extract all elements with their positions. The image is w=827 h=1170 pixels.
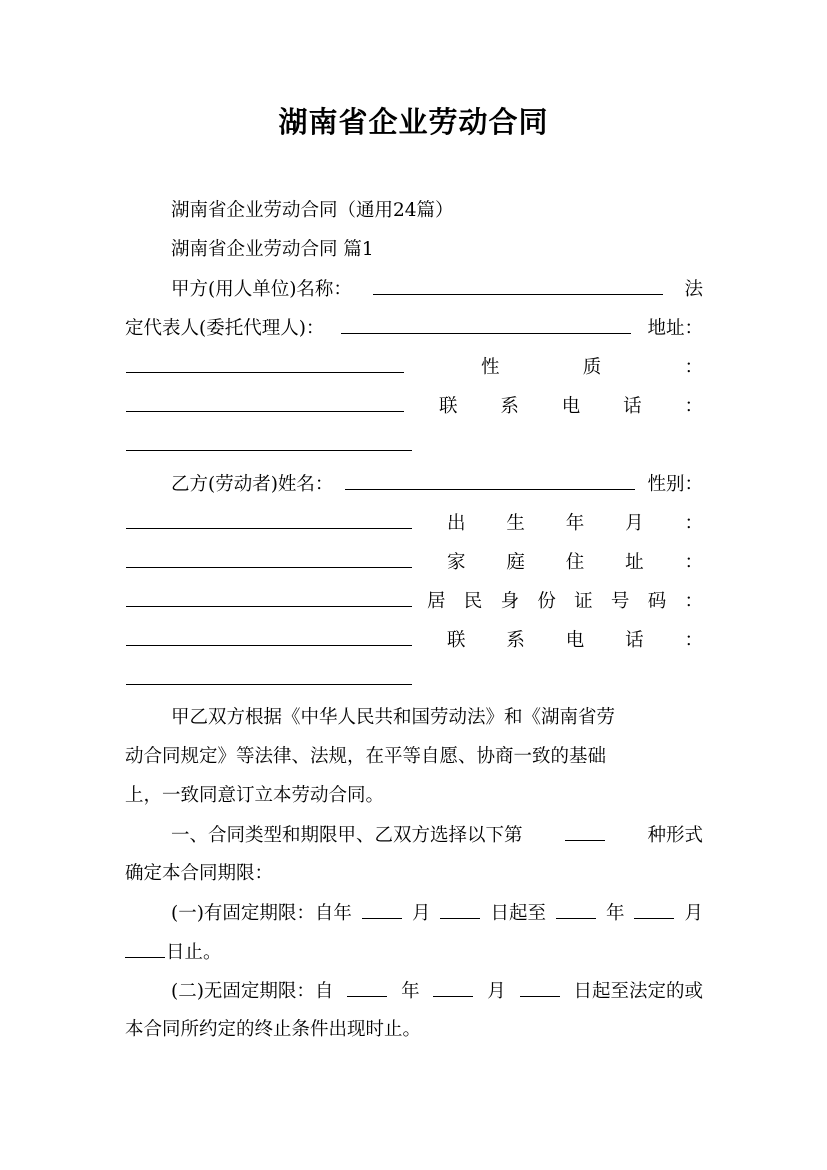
birth-line: [125, 508, 703, 538]
nature-line: [125, 352, 703, 382]
para2-line2: 确定本合同期限：: [125, 863, 274, 884]
fixed-start-month-blank: [362, 898, 402, 919]
address-label: 地址：: [647, 318, 703, 339]
open-term-line: (二)无固定期限：自 年 月 日起至法定的或: [125, 976, 703, 1006]
home-line: [125, 547, 703, 577]
party-a-name-label: 甲方(用人单位)名称：: [171, 279, 352, 300]
phone-a-label: 联 系 电 话 ：: [439, 396, 703, 417]
phone-b-blank: [126, 664, 412, 685]
party-a-legal-blank: [341, 313, 631, 334]
id-line: [125, 586, 703, 616]
para1-line1: 甲乙双方根据《中华人民共和国劳动法》和《湖南省劳: [171, 707, 616, 728]
party-b-name-line: [125, 469, 703, 499]
fixed-end-day-blank: [125, 937, 165, 958]
open-start-day-blank: [520, 976, 560, 997]
chapter-line: 湖南省企业劳动合同 篇1: [171, 239, 374, 260]
fixed-term-line: (一)有固定期限：自年 月 日起至 年 月: [125, 898, 703, 928]
phone-a-blank-line: [125, 430, 703, 460]
fixed-end-year-blank: [556, 898, 596, 919]
phone-a-line: [125, 391, 703, 421]
id-blank: [126, 625, 412, 646]
open-start-month-blank: [433, 976, 473, 997]
id-label: 居 民 身 份 证 号 码 ：: [427, 591, 703, 612]
nature-label: 性 质 ：: [481, 357, 703, 378]
open-term-line2: 本合同所约定的终止条件出现时止。: [125, 1019, 422, 1040]
phone-b-blank-line: [125, 664, 703, 694]
fixed-start-day-blank: [440, 898, 480, 919]
phone-b-line: [125, 625, 703, 655]
home-label: 家 庭 住 址 ：: [447, 552, 703, 573]
subtitle-line: 湖南省企业劳动合同（通用24篇）: [171, 200, 454, 221]
party-a-legal-line: [125, 313, 703, 343]
party-a-legal-prefix: 法: [684, 279, 703, 300]
gender-label: 性别：: [647, 474, 703, 495]
birth-label: 出 生 年 月 ：: [447, 513, 703, 534]
nature-blank: [126, 391, 404, 412]
para1-line3: 上，一致同意订立本劳动合同。: [125, 785, 385, 806]
document-title: 湖南省企业劳动合同: [278, 105, 549, 139]
party-a-name-blank: [373, 274, 663, 295]
para1-line2: 动合同规定》等法律、法规，在平等自愿、协商一致的基础: [125, 746, 607, 767]
party-b-name-label: 乙方(劳动者)姓名：: [171, 474, 334, 495]
gender-blank: [126, 508, 412, 529]
open-start-year-blank: [347, 976, 387, 997]
fixed-term-line2: 日止。: [125, 937, 703, 967]
contract-type-label: 一、合同类型和期限甲、乙双方选择以下第: [171, 825, 523, 846]
party-a-legal-label: 定代表人(委托代理人)：: [125, 318, 325, 339]
home-blank: [126, 586, 412, 607]
address-blank: [126, 352, 404, 373]
fixed-end-month-blank: [634, 898, 674, 919]
contract-type-blank: [565, 820, 605, 841]
phone-b-label: 联 系 电 话 ：: [447, 630, 703, 651]
party-b-name-blank: [345, 469, 635, 490]
para2-line1: 一、合同类型和期限甲、乙双方选择以下第 种形式: [125, 820, 703, 850]
party-a-name-line: [125, 274, 703, 304]
phone-a-blank: [126, 430, 412, 451]
birth-blank: [126, 547, 412, 568]
